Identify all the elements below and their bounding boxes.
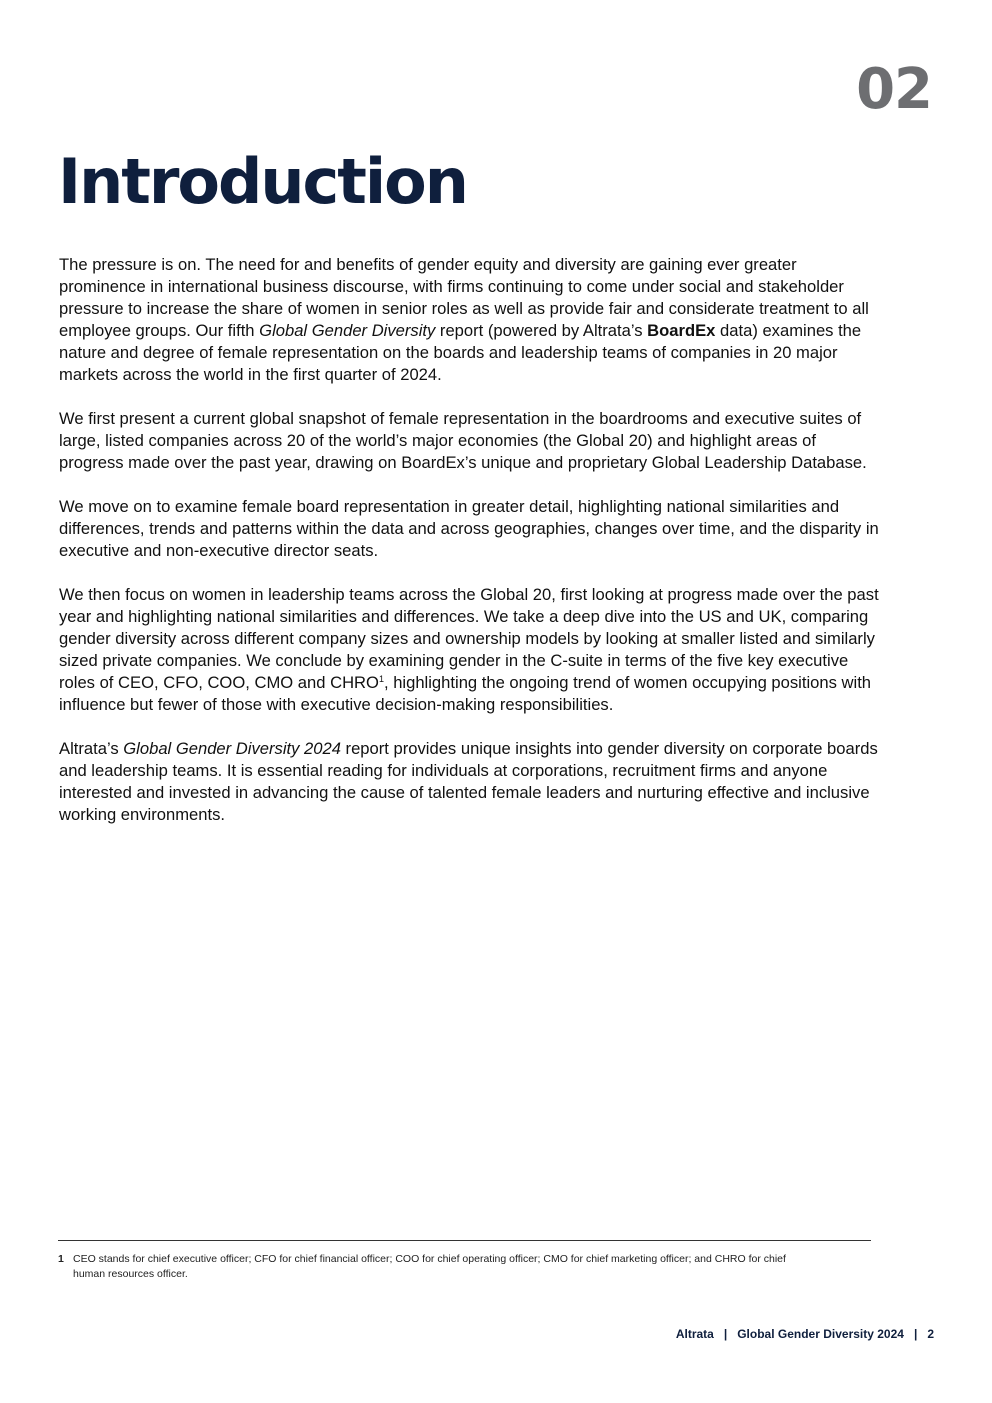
footer-page-number: 2 — [927, 1327, 934, 1341]
footnote-divider — [58, 1240, 871, 1241]
page-title: Introduction — [58, 145, 467, 218]
report-name-2024-italic: Global Gender Diversity 2024 — [123, 739, 341, 758]
page-footer — [676, 1327, 934, 1341]
footer-separator-2: | — [913, 1327, 918, 1341]
footer-brand: Altrata — [675, 1327, 714, 1341]
footnote-text: CEO stands for chief executive officer; CFO for chief financial officer; COO for chief operating officer; CMO for chief marketing officer; and CHRO for chief human resources officer. — [73, 1253, 786, 1280]
paragraph-1-text-c: report (powered by Altrata’s — [435, 321, 648, 340]
paragraph-4-text-a: We then focus on women in leadership teams across the Global 20, first looking at progress made over the past year and highlighting national similarities and differences. We take a deep dive into the US and UK, comparing gender diversity across different company sizes and ownership models by looking at smaller listed and similarly sized private companies. We conclude by examining gender in the C-suite in terms of the five key executive roles of CEO, CFO, COO, CMO and CHRO — [59, 585, 879, 692]
section-number: 02 — [856, 57, 932, 122]
paragraph-4 — [59, 584, 879, 716]
body-text — [59, 254, 879, 848]
paragraph-3: We move on to examine female board representation in greater detail, highlighting national similarities and differences, trends and patterns within the data and across geographies, changes over time, and the disparity in executive and non-executive director seats. — [59, 497, 879, 560]
report-name-italic: Global Gender Diversity — [259, 321, 436, 340]
paragraph-4-text-b: , highlighting the ongoing trend of women occupying positions with influence but fewer of those with executive decision-making responsibilities. — [59, 673, 872, 714]
footer-report-title: Global Gender Diversity 2024 — [737, 1327, 904, 1341]
paragraph-1 — [59, 254, 879, 386]
footer-separator: | — [723, 1327, 728, 1341]
paragraph-2: We first present a current global snapshot of female representation in the boardrooms and executive suites of large, listed companies across 20 of the world’s major economies (the Global 20) and highlight areas of progress made over the past year, drawing on BoardEx’s unique and proprietary Global Leadership Database. — [59, 409, 867, 472]
paragraph-1-text-a: The pressure is on. The need for and benefits of gender equity and diversity are gaining ever greater prominence in international business discourse, with firms continuing to come under social and stakeholder pressure to increase the share of women in senior roles as well as provide fair and considerate treatment to all employee groups. Our fifth — [59, 255, 869, 340]
footnote-number: 1 — [58, 1253, 64, 1265]
paragraph-5-text-c: report provides unique insights into gender diversity on corporate boards and leadership teams. It is essential reading for individuals at corporations, recruitment firms and anyone interested and invested in advancing the cause of talented female leaders and nurturing effective and inclusive working environments. — [59, 739, 878, 824]
boardex-bold: BoardEx — [647, 321, 716, 340]
footnote-reference[interactable]: 1 — [378, 674, 384, 684]
paragraph-5 — [59, 738, 879, 826]
paragraph-5-text-a: Altrata’s — [59, 739, 124, 758]
footnote — [58, 1252, 818, 1282]
paragraph-1-text-e: data) examines the nature and degree of female representation on the boards and leadership teams of companies in 20 major markets across the world in the first quarter of 2024. — [59, 321, 862, 384]
